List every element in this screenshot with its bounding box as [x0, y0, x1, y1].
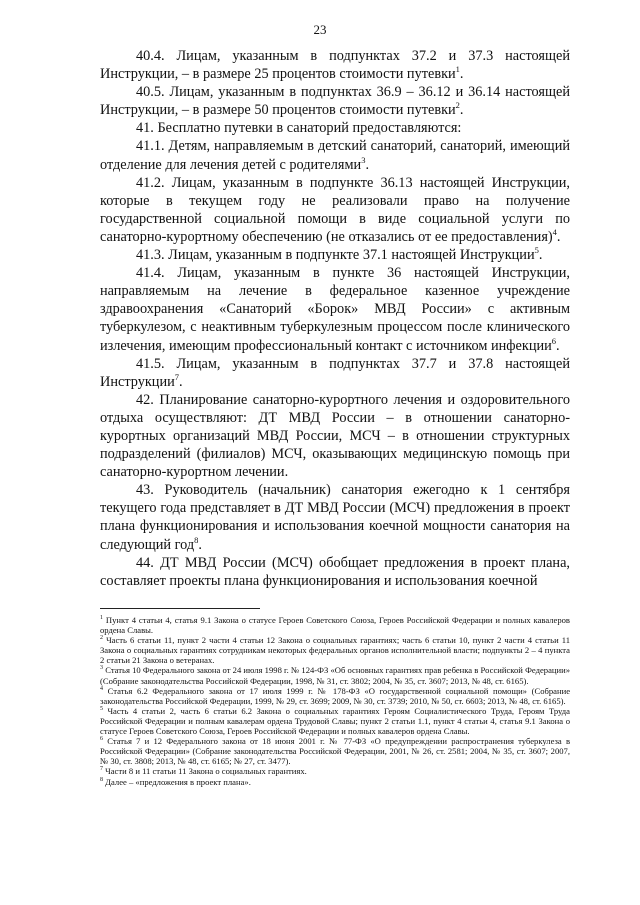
paragraph-text: 40.4. Лицам, указанным в подпунктах 37.2 и 37.3 настоящей Инструкции, – в размере 25 процентов стоимости путевки [100, 48, 570, 83]
paragraph [100, 246, 570, 264]
paragraph [100, 47, 570, 83]
footnotes [100, 615, 570, 787]
footnote [100, 615, 570, 635]
paragraph [100, 83, 570, 119]
footnote-text: Пункт 4 статьи 4, статья 9.1 Закона о статусе Героев Советского Союза, Героев Российской Федерации и полных кавалеров ордена Славы. [100, 615, 570, 636]
footnote [100, 706, 570, 736]
footnote [100, 686, 570, 706]
page-number: 23 [313, 22, 327, 37]
paragraph [100, 391, 570, 481]
paragraph-end: . [556, 228, 561, 245]
paragraph [100, 554, 570, 590]
footnote-number: 3 [100, 665, 103, 672]
footnote [100, 635, 570, 665]
footnote-number: 6 [100, 736, 103, 743]
footnote-ref: 7 [174, 371, 180, 382]
footnote [100, 665, 570, 685]
footnote-ref: 6 [551, 335, 557, 346]
footnote-text: Часть 6 статьи 11, пункт 2 части 4 статьи 12 Закона о социальных гарантиях; часть 6 статьи 10, пункт 2 части 4 статьи 11 Закона о социальных гарантиях сотрудникам некоторых федеральных органов исполнительной власти; подпункты 2 – 4 пункта 2 статьи 21 Закона о ветеранах. [100, 635, 570, 666]
footnote [100, 777, 570, 787]
footnote-number: 7 [100, 766, 103, 773]
footnote-text: Далее – «предложения в проект плана». [105, 776, 251, 787]
paragraph-end: . [459, 66, 464, 83]
footnote-text: Части 8 и 11 статьи 11 Закона о социальных гарантиях. [105, 766, 307, 777]
paragraph [100, 481, 570, 553]
paragraph-end: . [365, 156, 370, 173]
paragraph-text: 41.3. Лицам, указанным в подпункте 37.1 настоящей Инструкции [136, 247, 535, 264]
footnote-number: 8 [100, 776, 103, 783]
footnote-separator [100, 608, 260, 609]
paragraph-text: 41.1. Детям, направляемым в детский санаторий, санаторий, имеющий отделение для лечения детей с родителями [100, 138, 570, 173]
footnote-ref: 5 [534, 245, 539, 256]
paragraph [100, 355, 570, 391]
paragraph-end: . [538, 247, 543, 264]
main-text [100, 47, 570, 590]
footnote-ref: 4 [552, 227, 557, 238]
paragraph-text: 41.5. Лицам, указанным в подпунктах 37.7 и 37.8 настоящей Инструкции [100, 355, 570, 390]
paragraph [100, 119, 570, 137]
footnote-text: Статья 10 Федерального закона от 24 июля 1998 г. № 124-ФЗ «Об основных гарантиях прав ребенка в Российской Федерации» (Собрание законодательства Российской Федерации, 1998, № 31, ст. 3802; 2004, № 35, ст. 3607; 2013, № 48, ст. 6165). [100, 665, 570, 686]
footnote [100, 736, 570, 766]
footnote-number: 2 [100, 635, 103, 642]
paragraph [100, 137, 570, 173]
footnote-ref: 8 [194, 534, 199, 545]
paragraph [100, 174, 570, 246]
paragraph-text: 41.2. Лицам, указанным в подпункте 36.13 настоящей Инструкции, которые в текущем году не реализовали право на получение государственной социальной помощи в виде социальной услуги по санаторно-курортному обеспечению (не отказались от ее предоставления) [100, 174, 570, 245]
footnote-text: Статья 7 и 12 Федерального закона от 18 июня 2001 г. № 77-ФЗ «О предупреждении распространения туберкулеза в Российской Федерации» (Собрание законодательства Российской Федерации, 2001, № 26, ст. 2581; 2004, № 35, ст. 3607; 2007, № 30, ст. 3808; 2013, № 48, ст. 6165; № 27, ст. 3477). [100, 736, 570, 767]
paragraph-text: 41. Бесплатно путевки в санаторий предоставляются: [136, 120, 462, 137]
footnote-ref: 2 [455, 100, 460, 111]
paragraph-end: . [198, 536, 202, 553]
paragraph-text: 42. Планирование санаторно-курортного лечения и оздоровительного отдыха осуществляют: ДТ МВД России – в отношении санаторно-курортных организаций МВД России, МСЧ – в отношении структурных подразделений (филиалов) МСЧ, оказывающих медицинскую помощь при санаторно-курортном лечении. [100, 391, 570, 481]
footnote-text: Часть 4 статьи 2, часть 6 статьи 6.2 Закона о социальных гарантиях Героям Социалистического Труда, Героям Труда Российской Федерации и полным кавалерам ордена Трудовой Славы; пункт 2 статьи 1.1, пункт 4 статьи 4, статья 9.1 Закона о статусе Героев Советского Союза, Героев Российской Федерации и полных кавалеров ордена Славы. [100, 705, 570, 737]
footnote-text: Статья 6.2 Федерального закона от 17 июля 1999 г. № 178-ФЗ «О государственной социальной помощи» (Собрание законодательства Российской Федерации, 1999, № 29, ст. 3699; 2009, № 30, ст. 3739; 2010, № 50, ст. 6603; 2013, № 48, ст. 6165). [100, 685, 571, 706]
footnote-number: 4 [100, 685, 103, 692]
footnote-ref: 1 [455, 64, 460, 75]
paragraph-text: 44. ДТ МВД России (МСЧ) обобщает предложения в проект плана, составляет проекты плана функционирования и использования коечной [100, 554, 570, 589]
paragraph [100, 264, 570, 354]
paragraph-end: . [556, 337, 560, 354]
paragraph-text: 43. Руководитель (начальник) санатория ежегодно к 1 сентября текущего года представляет в ДТ МВД России (МСЧ) предложения в проект плана функционирования и использования коечной мощности санатория на следующий год [100, 482, 570, 553]
paragraph-end: . [179, 373, 183, 390]
footnote-ref: 3 [361, 154, 366, 165]
paragraph-text: 40.5. Лицам, указанным в подпунктах 36.9 – 36.12 и 36.14 настоящей Инструкции, – в размере 50 процентов стоимости путевки [100, 84, 570, 119]
paragraph-text: 41.4. Лицам, указанным в пункте 36 настоящей Инструкции, направляемым на лечение в федеральное казенное учреждение здравоохранения «Санаторий «Борок» МВД России» с активным туберкулезом, с неактивным туберкулезным процессом после клинического излечения, имеющим профессиональный контакт с источником инфекции [100, 265, 570, 354]
paragraph-end: . [459, 102, 464, 119]
footnote [100, 766, 570, 776]
footnote-number: 5 [100, 705, 103, 712]
footnote-number: 1 [100, 615, 103, 622]
